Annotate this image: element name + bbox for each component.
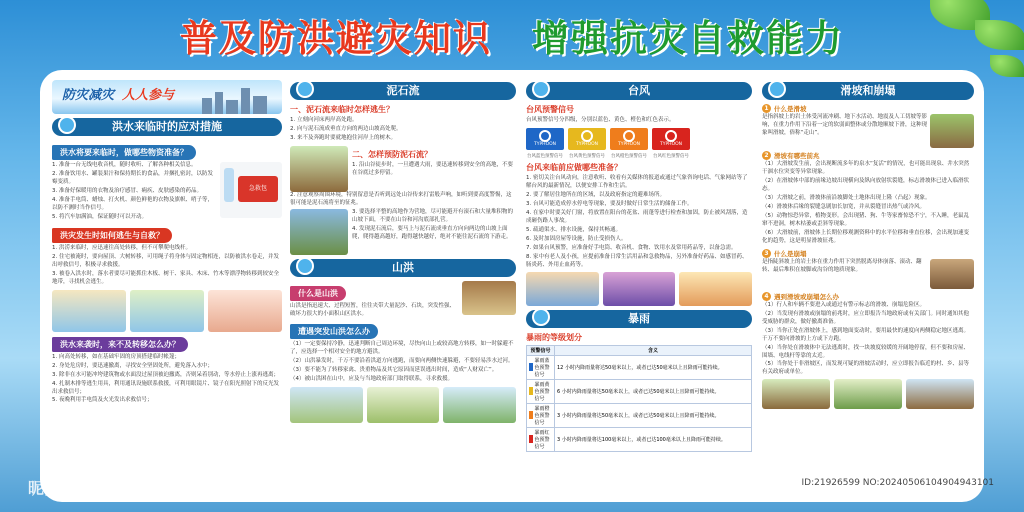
flash-flood-definition: 山洪是指迅速大、过程短暂，往往夹带大量泥沙、石块，突发性强、破坏力很大的小面积山区洪水。 <box>290 302 456 317</box>
column-flood <box>52 70 282 406</box>
rainstorm-table <box>526 345 752 452</box>
list-item: 5. 疏通渠水、排水设施，保持其畅通。 <box>526 226 621 233</box>
table-header: 含义 <box>555 345 752 355</box>
banner-label: 泥石流 <box>386 84 420 97</box>
cartoon-image <box>679 272 752 306</box>
list-item: （3）大滑坡之前，滑坡体前沿坡脚处土地体出现上隆（凸起）现象。 <box>762 194 931 201</box>
banner-label: 山洪 <box>392 260 414 274</box>
slogan-b: 人人参与 <box>122 88 175 103</box>
table-cell: 3 小时内降雨量将达50毫米以上，或者已达50毫米以上且降雨可能持续。 <box>555 403 752 427</box>
subheading: 1 什么是滑坡 <box>762 104 974 113</box>
emergency-kit-image <box>220 162 282 218</box>
cartoon-image <box>208 290 282 332</box>
water-drop-icon <box>58 116 76 134</box>
orange-signal-icon <box>529 411 533 419</box>
section-banner <box>290 82 516 100</box>
table-row <box>527 379 752 403</box>
list-item: （3）当你正处在滑坡体上，感到地面变动时，要用最快的速度向两侧稳定地区逃离。千万不要向滑坡的上方或下方跑。 <box>762 327 970 342</box>
prevent-list-cont <box>352 209 516 255</box>
prep-list <box>52 162 216 223</box>
list-item: （6）大滑坡前，滑坡体上长期位移观测资料中的水平位移和垂直位移，会出现加速变化的趋势，这是明显滑坡征兆。 <box>762 229 970 244</box>
list-item: 2. 住宅被淹时，要向屋顶、大树转移，可用绳子将身体与固定物相连，以防被洪水卷走，并发出呼救信号，积极寻求救援。 <box>52 253 279 268</box>
list-item: 1. 洪涝来临时，应迅速往高处转移，但不可攀爬电线杆。 <box>52 244 191 251</box>
list-item: （4）被山洪困在山中，应及与当地政府部门取得联系，寻求救援。 <box>290 375 454 382</box>
signal-caption: 台风蓝色预警信号 <box>527 153 563 159</box>
red-signal-icon <box>529 435 533 443</box>
list-item: （2）山洪暴发时，千万不要沿着洪道方向逃跑，而要向两侧快速躲避，不要轻易涉水过河。 <box>290 357 514 364</box>
cartoon-image <box>290 387 363 423</box>
list-item: （4）当你处在滑坡体中无法逃离时，找一块坡度较缓的开阔地停留，但不要和房屋、围墙、电线杆等靠的太近。 <box>762 344 970 359</box>
trapped-list <box>52 354 282 406</box>
list-item: 5. 夜晚利用手电筒及火光发出求救信号； <box>52 397 153 404</box>
list-item: 4. 准备手电筒、蜡烛、打火机、颜色鲜艳的衣物及旗帜、哨子等，以防不测时当作信号。 <box>52 196 213 211</box>
section-banner <box>526 310 752 328</box>
building-icon <box>253 96 267 114</box>
building-icon <box>226 100 238 114</box>
cartoon-row <box>526 272 752 306</box>
list-item: （2）在滑坡体中部的前缘边坡出现横向及纵向放射状裂缝，标志滑坡体已进入临滑状态。 <box>762 177 970 192</box>
list-item: （3）要不能为了转移家禽、贵重物品及其它原因而延误逃出时间，造成“人财双亡”。 <box>290 366 498 373</box>
subheading: 洪水来袭时，来不及转移怎么办？ <box>52 337 188 352</box>
slogan <box>62 84 174 103</box>
typhoon-red-signal: TYPHOON <box>652 128 690 150</box>
typhoon-orange-signal: TYPHOON <box>610 128 648 150</box>
collapse-definition: 是指陡斜坡上的岩土体在重力作用下突然脱离母体崩落、滚动、翻转、最后堆积在坡脚或沟谷的地质现象。 <box>762 258 922 273</box>
list-item: 1. 沿山谷徒步时，一旦遭遇大雨，要迅速转移到安全的高地，不要在谷底过多停留。 <box>352 161 513 176</box>
collapse-photo <box>930 259 974 289</box>
warning-signals <box>526 128 752 150</box>
list-item: 3. 被卷入洪水时，落水者要尽可能抓住木板、树干、家具、木床、竹木等漂浮物转移到较安全地带，寻找机会逃生。 <box>52 270 279 285</box>
water-bottle-icon <box>224 168 234 202</box>
hero-banner <box>52 80 282 114</box>
building-icon <box>202 98 212 114</box>
banner-label: 洪水来临时的应对措施 <box>112 120 222 133</box>
watermark-logo: 昵图网 <box>28 479 77 498</box>
list-item: 1. 密切关注台风动向，注意收听、收看有关媒体的报道或通过气象咨询电话、气象网站等了解台风的最新情况，以便安排工作和生活。 <box>526 174 748 189</box>
table-row <box>527 355 752 379</box>
list-item: 3. 除非在水可能冲垮建筑物或水面没过屋顶被迫撤离，否则呆着别动，等水停止上涨再逃离； <box>52 371 279 378</box>
list-item: （5）当你处于非滑坡区，而发现可疑的滑坡活动时，应立即报告临近的村、乡、县等有关政府或单位。 <box>762 361 970 376</box>
list-item: 3. 来不及奔跑时要就地抱住河岸上的树木。 <box>290 134 396 141</box>
signal-name: 暴雨红色预警信号 <box>534 429 550 450</box>
banner-label: 暴雨 <box>628 311 650 325</box>
list-item: 2. 要了解居住地所在的区域，以及政府指定的避难场所。 <box>526 191 665 198</box>
subheading: 洪水将要来临时，做哪些物资准备？ <box>52 145 196 160</box>
table-cell: 12 小时内降雨量将达50毫米以上，或者已达50毫米以上且降雨可能持续。 <box>555 355 752 379</box>
list-item: （4）滑坡体后缘的裂缝急剧加长加宽，并从裂缝冒出热气或冷风。 <box>762 203 926 210</box>
banner-label: 台风 <box>628 84 650 97</box>
signal-name: 暴雨蓝色预警信号 <box>534 357 550 378</box>
signal-caption: 台风黄色预警信号 <box>569 153 605 159</box>
list-item: 2. 向与泥石流成垂直方向的两边山坡高处爬。 <box>290 125 402 132</box>
slogan-a: 防灾减灾 <box>62 88 115 103</box>
list-item: 6. 及时加固房屋等设施，防止受损伤人。 <box>526 235 627 242</box>
cartoon-image <box>52 290 126 332</box>
table-row <box>527 403 752 427</box>
warning-text: 台风预警信号分四级，分别以蓝色、黄色、橙色和红色表示。 <box>526 117 675 123</box>
cartoon-image <box>834 379 902 409</box>
subheading: 台风预警信号 <box>526 105 574 114</box>
typhoon-yellow-signal: TYPHOON <box>568 128 606 150</box>
subheading: 4 遇到滑坡或崩塌怎么办 <box>762 292 974 301</box>
title-part-1: 普及防洪避灾知识 <box>180 17 492 60</box>
flash-flood-list <box>290 341 516 384</box>
landslide-cartoon-image <box>290 146 348 192</box>
prevent-list <box>352 162 516 178</box>
cartoon-image <box>130 290 204 332</box>
cartoon-image <box>762 379 830 409</box>
title-part-2: 增强抗灾自救能力 <box>532 17 844 60</box>
cartoon-row <box>290 387 516 423</box>
water-drop-icon <box>532 80 550 98</box>
landslide-actions <box>762 302 974 378</box>
mountain-image <box>290 209 348 255</box>
list-item: 3. 准备好保暖用的衣物及治疗感冒、痢疾、皮肤感染的药品。 <box>52 187 202 194</box>
list-item: 4. 扎制木排等逃生用具，利用通讯设施联系救援，可利用眼镜片、镜子在阳光照射下的反光发出求救信号； <box>52 380 279 395</box>
landslide-signs <box>762 161 974 246</box>
list-item: （5）动物惊恐异常，植物变形。会出现猪、狗、牛等家畜惊恐不宁，不入睡，老鼠乱窜不进洞，树木枯萎或歪斜等现象。 <box>762 212 970 227</box>
column-landslide <box>762 70 974 409</box>
list-item: 1. 立刻向河床两岸高处跑。 <box>290 117 358 123</box>
prevent-list-cont <box>290 192 516 208</box>
signal-name: 暴雨橙色预警信号 <box>534 405 550 426</box>
cartoon-image <box>906 379 974 409</box>
subheading: 暴雨的等级划分 <box>526 332 582 342</box>
typhoon-prep-list <box>526 175 752 270</box>
subheading: 台风来临前应做哪些准备？ <box>526 162 622 172</box>
section-banner <box>526 82 752 100</box>
signal-name: 暴雨黄色预警信号 <box>534 381 550 402</box>
subheading: 遭遇突发山洪怎么办 <box>290 324 378 339</box>
subheading: 什么是山洪 <box>290 286 346 301</box>
list-item: （1）大滑坡发生前，会出现断流多年的泉水“复活”的情况，也可能出现泉、井水突然干涸水位突变等异常现象。 <box>762 161 970 175</box>
list-item: （1）行人和车辆不要进入或通过有警示标志的滑坡、崩塌危险区。 <box>762 301 926 308</box>
subheading: 3 什么是崩塌 <box>762 249 974 258</box>
table-header-row <box>527 345 752 355</box>
water-drop-icon <box>768 80 786 98</box>
subheading: 一、泥石流来临时怎样逃生？ <box>290 105 394 114</box>
subheading: 二、怎样预防泥石流？ <box>352 149 432 159</box>
list-item: 2. 注意观察周围环境，特别留意是否听到远处山谷传来打雷般声响，如听到要高度警惕，这很可能是泥石流将至的征兆。 <box>290 191 512 206</box>
cartoon-row <box>762 379 974 409</box>
list-item: （2）当发现有滑坡或崩塌的前兆时，应立即报告当地政府或有关部门。同时通知其他受威胁的群众，做好撤离准备。 <box>762 310 970 325</box>
table-cell: 3 小时内降雨量将达100毫米以上，或者已达100毫米以上且降雨可能持续。 <box>555 427 752 451</box>
water-drop-icon <box>296 257 314 275</box>
water-drop-icon <box>296 80 314 98</box>
list-item: （1）一定要保持冷静，迅速判断自己周边环境，尽快向山上或较高地方转移，如一时躲避不了，应选择一个相对安全的地方避洪。 <box>290 340 514 355</box>
cartoon-image <box>367 387 440 423</box>
content-board <box>40 70 984 502</box>
water-drop-icon <box>532 308 550 326</box>
escape-list <box>52 245 282 287</box>
building-icon <box>241 88 250 114</box>
landslide-definition: 是指斜坡上的岩土体受河流冲刷、地下水活动、地震及人工切坡等影响，在重力作用下沿着一定的软弱面整体或分散地顺坡下滑，这种现象叫滑坡，俗称“走山”。 <box>762 114 928 136</box>
landslide-photo <box>930 114 974 148</box>
list-item: 5. 将汽车加满油，保证随时可以开动。 <box>52 213 147 220</box>
cartoon-image <box>443 387 516 423</box>
building-icon <box>215 92 223 114</box>
signal-caption: 台风橙色预警信号 <box>611 153 647 159</box>
list-item: 7. 如果台风预警，应准备好手电筒、收音机、食物、饮用水及常用药品等，以备急需。 <box>526 244 737 251</box>
typhoon-blue-signal: TYPHOON <box>526 128 564 150</box>
table-cell: 6 小时内降雨量将达50毫米以上，或者已达50毫米以上且降雨可能持续。 <box>555 379 752 403</box>
section-banner <box>762 82 974 100</box>
yellow-signal-icon <box>529 387 533 395</box>
list-item: 4. 发现泥石流后，要马上与泥石流成垂直方向向两边的山坡上面爬，爬得越高越好，跑得越快越好，绝对不能往泥石流的下游走。 <box>352 225 512 240</box>
cartoon-image <box>603 272 676 306</box>
cartoon-row <box>52 290 282 332</box>
list-item: 2. 身处危房时，要迅速撤离，寻找安全坚固处所，避免落入水中； <box>52 362 213 369</box>
signal-caption: 台风红色预警信号 <box>653 153 689 159</box>
blue-signal-icon <box>529 363 533 371</box>
subheading: 洪灾发生时如何逃生与自救？ <box>52 228 172 243</box>
subheading: 2 滑坡有哪些前兆 <box>762 151 974 160</box>
list-item: 2. 准备饮用水、罐装果汁和保持期长的食品，并捆扎密封，以防发霉变质。 <box>52 170 213 185</box>
table-row <box>527 427 752 451</box>
column-typhoon <box>526 70 752 452</box>
list-item: 1. 准备一台无线电收音机，随时收听、了解各种相关信息。 <box>52 162 197 168</box>
list-item: 8. 家中有老人及小孩，应提前准备日常生活用品和急救物品，另外准备好药品、如感冒药、肠炎药、外用止血药等。 <box>526 253 748 268</box>
poster-title <box>0 8 1024 62</box>
banner-label: 滑坡和崩塌 <box>840 84 896 97</box>
table-header: 预警信号 <box>527 345 555 355</box>
section-banner <box>52 118 282 136</box>
list-item: 1. 向高处转移，如在基础牢固的房顶搭建临时帐篷； <box>52 353 180 360</box>
list-item: 3. 台风可能造成停水停电等现象，要及时做好日常生活的储备工作。 <box>526 200 693 207</box>
section-banner <box>290 259 516 277</box>
kit-label: 急救包 <box>248 185 267 192</box>
list-item: 4. 在家中时要关好门窗，将放置在阳台的花盆、雨蓬等进行检查和加固，防止被风刮落，造成砸伤路人事故。 <box>526 209 748 224</box>
flash-flood-image <box>462 281 516 315</box>
column-debris-flow <box>290 70 516 423</box>
watermark-id: ID:21926599 NO:20240506104904943101 <box>801 478 994 488</box>
escape-list <box>290 117 516 144</box>
list-item: 3. 要选择平整的高地作为营地，尽可能避开有滚石和大量堆积物的山坡下面，不要在山谷和河沟底部扎营。 <box>352 208 513 223</box>
first-aid-kit-icon <box>238 176 278 202</box>
cartoon-image <box>526 272 599 306</box>
